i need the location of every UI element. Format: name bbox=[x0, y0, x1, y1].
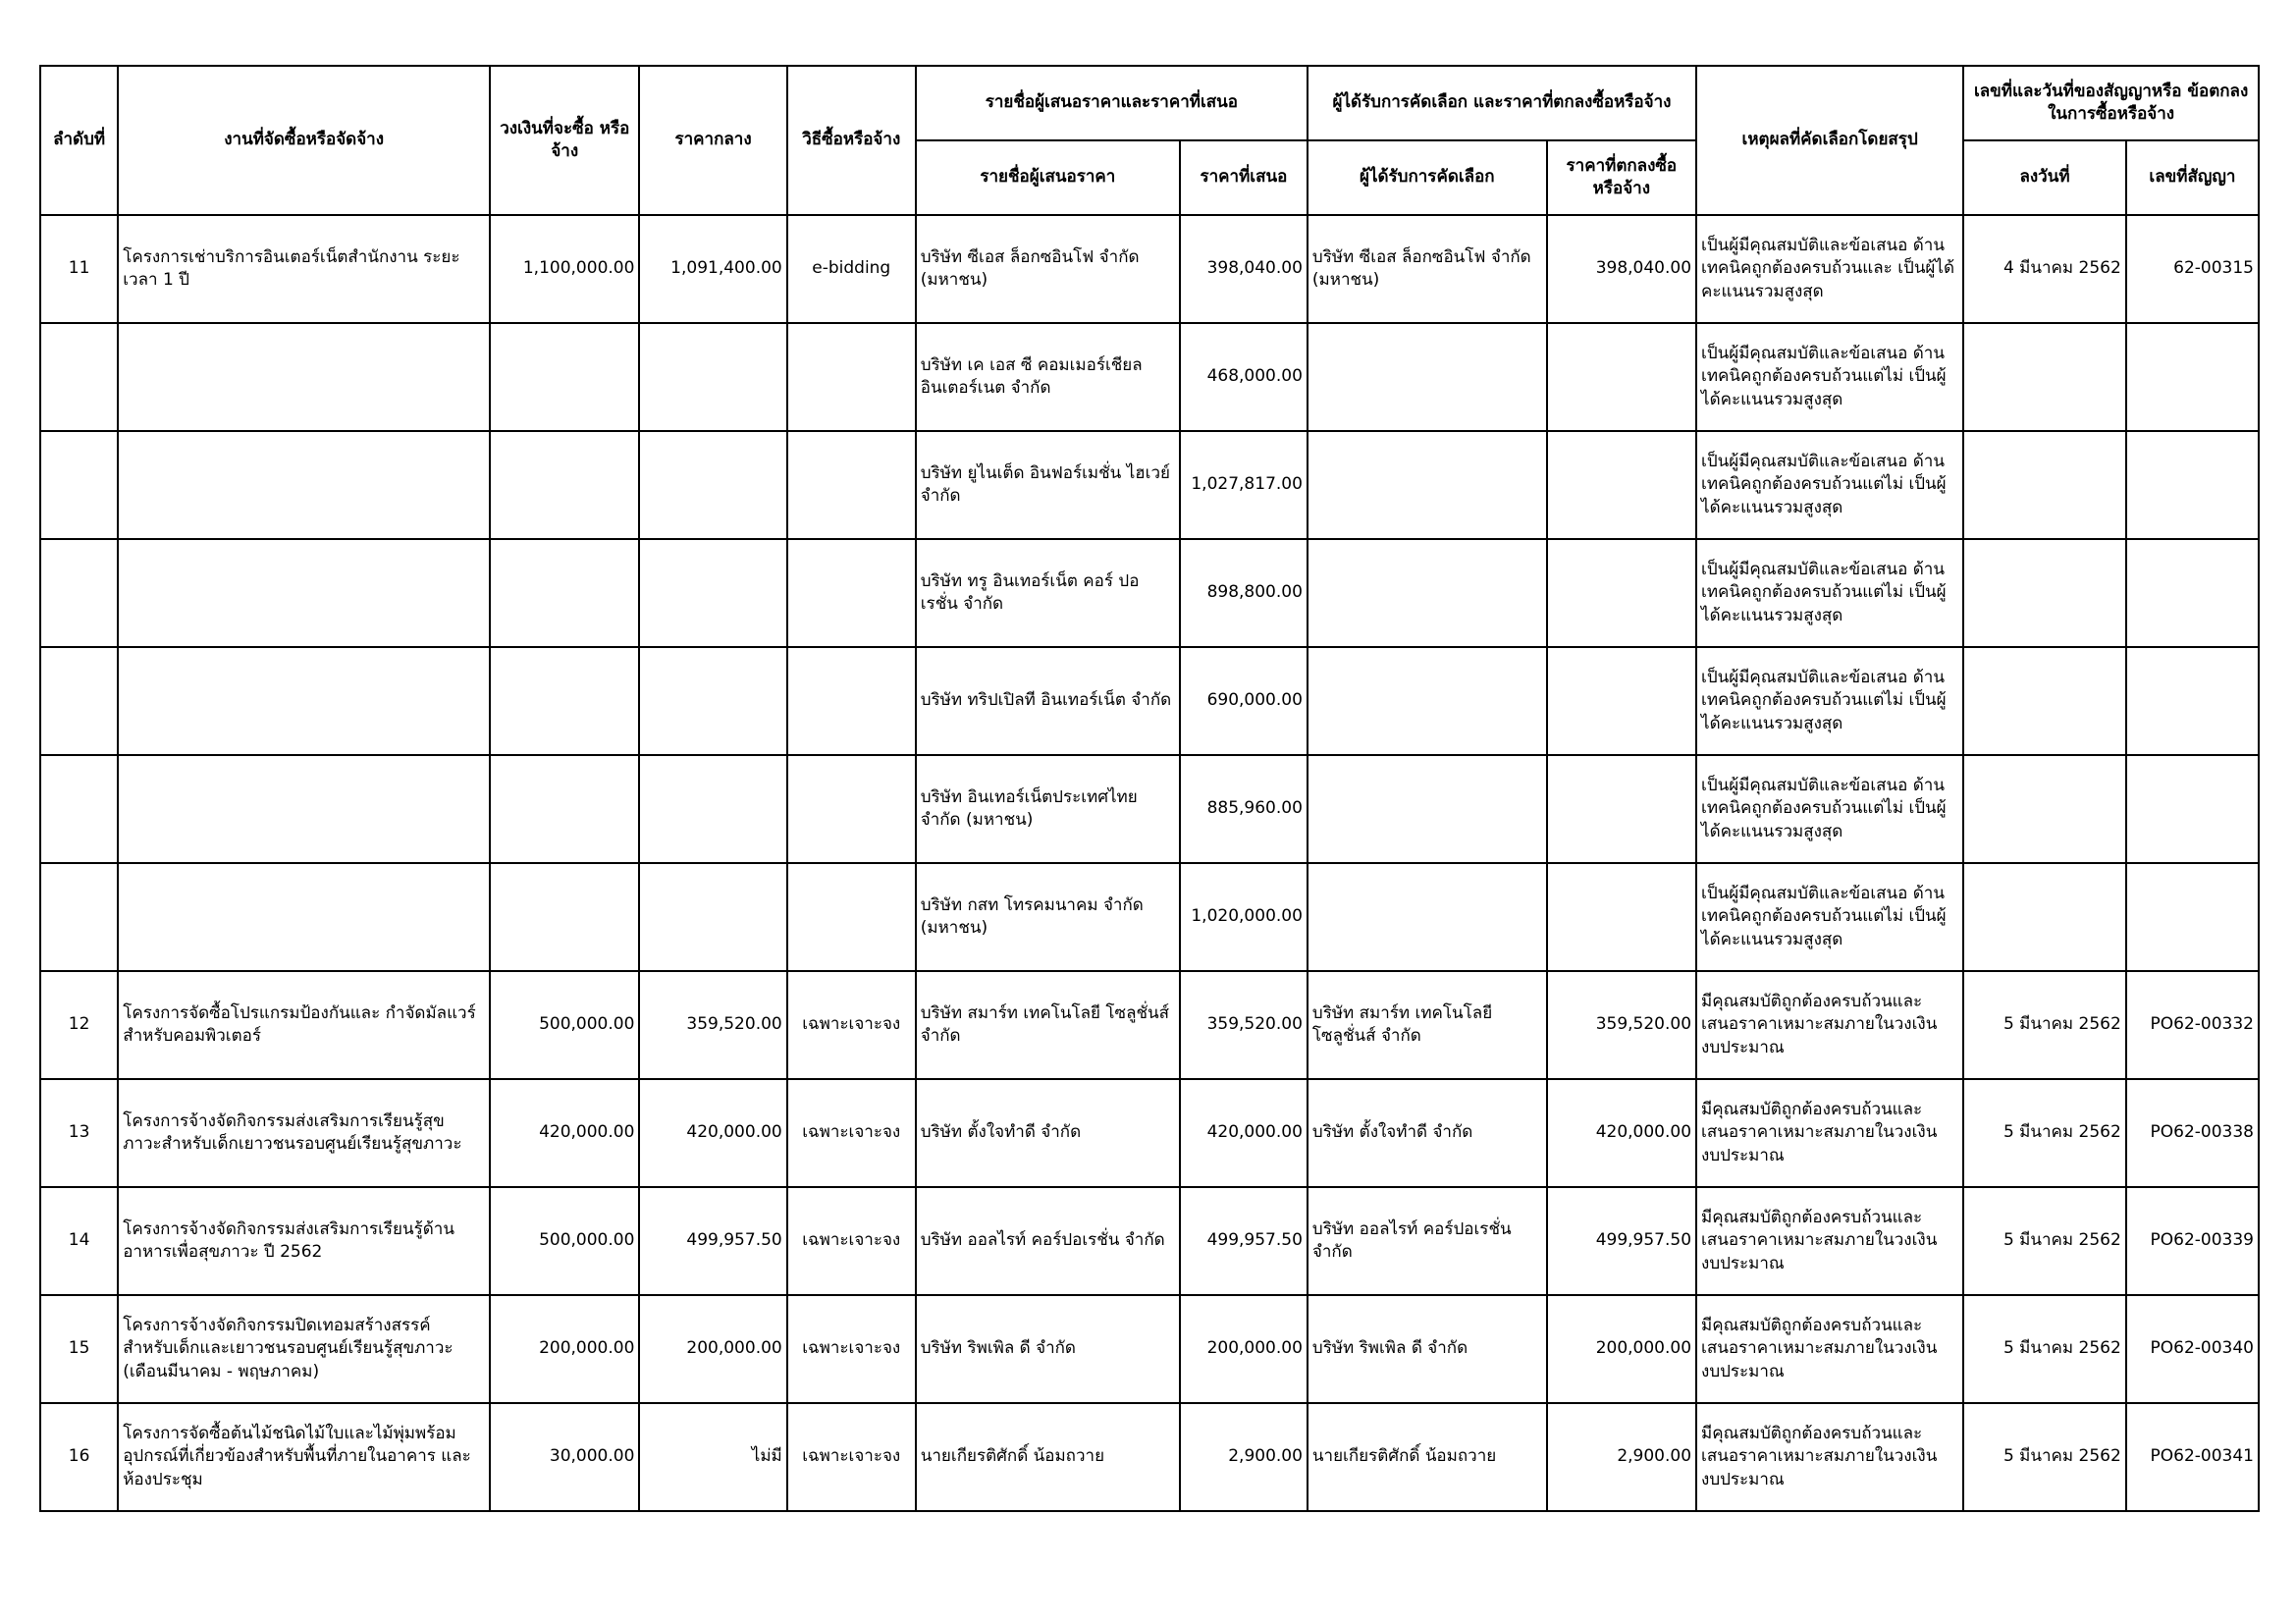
cell-budget: 200,000.00 bbox=[490, 1295, 639, 1403]
cell-contract-date bbox=[1963, 539, 2126, 647]
header-contract-no: เลขที่สัญญา bbox=[2126, 140, 2259, 215]
cell-no: 11 bbox=[40, 215, 118, 323]
cell-budget: 1,100,000.00 bbox=[490, 215, 639, 323]
cell-agreed-price bbox=[1547, 431, 1696, 539]
cell-work bbox=[118, 431, 490, 539]
cell-work: โครงการจ้างจัดกิจกรรมปิดเทอมสร้างสรรค์ สำหรับเด็กและเยาวชนรอบศูนย์เรียนรู้สุขภาวะ (เดือนมีนาคม - พฤษภาคม) bbox=[118, 1295, 490, 1403]
cell-contract-date bbox=[1963, 647, 2126, 755]
cell-bid-price: 398,040.00 bbox=[1180, 215, 1308, 323]
cell-selected-name bbox=[1308, 863, 1547, 971]
cell-median-price bbox=[639, 863, 786, 971]
cell-work bbox=[118, 863, 490, 971]
cell-method bbox=[787, 539, 916, 647]
cell-contract-date bbox=[1963, 323, 2126, 431]
cell-selected-name bbox=[1308, 647, 1547, 755]
cell-selected-name bbox=[1308, 323, 1547, 431]
cell-bid-price: 1,027,817.00 bbox=[1180, 431, 1308, 539]
cell-contract-date bbox=[1963, 431, 2126, 539]
cell-method: e-bidding bbox=[787, 215, 916, 323]
cell-reason: เป็นผู้มีคุณสมบัติและข้อเสนอ ด้านเทคนิคถูกต้องครบถ้วนแต่ไม่ เป็นผู้ได้คะแนนรวมสูงสุด bbox=[1696, 323, 1963, 431]
cell-reason: เป็นผู้มีคุณสมบัติและข้อเสนอ ด้านเทคนิคถูกต้องครบถ้วนแต่ไม่ เป็นผู้ได้คะแนนรวมสูงสุด bbox=[1696, 647, 1963, 755]
cell-agreed-price: 420,000.00 bbox=[1547, 1079, 1696, 1187]
cell-budget bbox=[490, 431, 639, 539]
table-row bbox=[40, 1079, 2259, 1187]
cell-work: โครงการจ้างจัดกิจกรรมส่งเสริมการเรียนรู้สุข ภาวะสำหรับเด็กเยาวชนรอบศูนย์เรียนรู้สุขภาวะ bbox=[118, 1079, 490, 1187]
header-row-top bbox=[40, 66, 2259, 140]
cell-contract-no: PO62-00339 bbox=[2126, 1187, 2259, 1295]
cell-bid-price: 200,000.00 bbox=[1180, 1295, 1308, 1403]
cell-no bbox=[40, 647, 118, 755]
cell-bidder-name: บริษัท ริพเพิล ดี จำกัด bbox=[916, 1295, 1180, 1403]
cell-contract-date: 5 มีนาคม 2562 bbox=[1963, 1403, 2126, 1511]
header-reason: เหตุผลที่คัดเลือกโดยสรุป bbox=[1696, 66, 1963, 215]
cell-contract-no: PO62-00332 bbox=[2126, 971, 2259, 1079]
cell-budget bbox=[490, 863, 639, 971]
cell-bid-price: 898,800.00 bbox=[1180, 539, 1308, 647]
table-row bbox=[40, 1403, 2259, 1511]
cell-bidder-name: บริษัท ทริปเปิลที อินเทอร์เน็ต จำกัด bbox=[916, 647, 1180, 755]
cell-selected-name: บริษัท ออลไรท์ คอร์ปอเรชั่น จำกัด bbox=[1308, 1187, 1547, 1295]
table-row bbox=[40, 647, 2259, 755]
cell-budget: 500,000.00 bbox=[490, 971, 639, 1079]
header-bid-price: ราคาที่เสนอ bbox=[1180, 140, 1308, 215]
cell-bid-price: 885,960.00 bbox=[1180, 755, 1308, 863]
cell-bidder-name: บริษัท อินเทอร์เน็ตประเทศไทย จำกัด (มหาชน) bbox=[916, 755, 1180, 863]
procurement-table bbox=[39, 65, 2260, 1512]
cell-no: 14 bbox=[40, 1187, 118, 1295]
cell-contract-date: 5 มีนาคม 2562 bbox=[1963, 1187, 2126, 1295]
header-budget: วงเงินที่จะซื้อ หรือจ้าง bbox=[490, 66, 639, 215]
cell-no: 15 bbox=[40, 1295, 118, 1403]
table-row bbox=[40, 863, 2259, 971]
cell-bid-price: 420,000.00 bbox=[1180, 1079, 1308, 1187]
cell-median-price: 200,000.00 bbox=[639, 1295, 786, 1403]
cell-median-price bbox=[639, 323, 786, 431]
table-row bbox=[40, 323, 2259, 431]
cell-contract-no: PO62-00338 bbox=[2126, 1079, 2259, 1187]
cell-method bbox=[787, 323, 916, 431]
cell-contract-date: 5 มีนาคม 2562 bbox=[1963, 1079, 2126, 1187]
cell-contract-no: PO62-00340 bbox=[2126, 1295, 2259, 1403]
cell-reason: เป็นผู้มีคุณสมบัติและข้อเสนอ ด้านเทคนิคถูกต้องครบถ้วนแต่ไม่ เป็นผู้ได้คะแนนรวมสูงสุด bbox=[1696, 863, 1963, 971]
cell-work: โครงการจัดซื้อโปรแกรมป้องกันและ กำจัดมัลแวร์สำหรับคอมพิวเตอร์ bbox=[118, 971, 490, 1079]
cell-agreed-price: 359,520.00 bbox=[1547, 971, 1696, 1079]
cell-reason: มีคุณสมบัติถูกต้องครบถ้วนและ เสนอราคาเหมาะสมภายในวงเงิน งบประมาณ bbox=[1696, 1187, 1963, 1295]
cell-selected-name: บริษัท ตั้งใจทำดี จำกัด bbox=[1308, 1079, 1547, 1187]
cell-no bbox=[40, 539, 118, 647]
cell-budget bbox=[490, 323, 639, 431]
cell-work bbox=[118, 539, 490, 647]
cell-contract-no bbox=[2126, 647, 2259, 755]
cell-median-price: ไม่มี bbox=[639, 1403, 786, 1511]
cell-bidder-name: บริษัท ซีเอส ล็อกซอินโฟ จำกัด (มหาชน) bbox=[916, 215, 1180, 323]
cell-budget bbox=[490, 539, 639, 647]
table-row bbox=[40, 431, 2259, 539]
cell-method bbox=[787, 431, 916, 539]
cell-work bbox=[118, 647, 490, 755]
cell-no bbox=[40, 863, 118, 971]
cell-method: เฉพาะเจาะจง bbox=[787, 971, 916, 1079]
header-contract-date: ลงวันที่ bbox=[1963, 140, 2126, 215]
cell-agreed-price: 2,900.00 bbox=[1547, 1403, 1696, 1511]
cell-contract-no bbox=[2126, 539, 2259, 647]
cell-bid-price: 499,957.50 bbox=[1180, 1187, 1308, 1295]
cell-no: 16 bbox=[40, 1403, 118, 1511]
cell-bid-price: 690,000.00 bbox=[1180, 647, 1308, 755]
cell-budget: 420,000.00 bbox=[490, 1079, 639, 1187]
cell-median-price bbox=[639, 431, 786, 539]
table-row bbox=[40, 1295, 2259, 1403]
cell-selected-name bbox=[1308, 755, 1547, 863]
cell-bidder-name: บริษัท ตั้งใจทำดี จำกัด bbox=[916, 1079, 1180, 1187]
cell-selected-name: นายเกียรติศักดิ์ น้อมถวาย bbox=[1308, 1403, 1547, 1511]
cell-work: โครงการจัดซื้อต้นไม้ชนิดไม้ใบและไม้พุ่มพร้อม อุปกรณ์ที่เกี่ยวข้องสำหรับพื้นที่ภายในอาคาร และห้องประชุม bbox=[118, 1403, 490, 1511]
cell-contract-no bbox=[2126, 323, 2259, 431]
table-row bbox=[40, 755, 2259, 863]
cell-contract-no bbox=[2126, 755, 2259, 863]
header-work: งานที่จัดซื้อหรือจัดจ้าง bbox=[118, 66, 490, 215]
cell-bid-price: 468,000.00 bbox=[1180, 323, 1308, 431]
cell-no: 12 bbox=[40, 971, 118, 1079]
cell-method bbox=[787, 755, 916, 863]
table-row bbox=[40, 971, 2259, 1079]
cell-median-price: 359,520.00 bbox=[639, 971, 786, 1079]
header-bidders-group: รายชื่อผู้เสนอราคาและราคาที่เสนอ bbox=[916, 66, 1308, 140]
cell-agreed-price bbox=[1547, 539, 1696, 647]
cell-method: เฉพาะเจาะจง bbox=[787, 1295, 916, 1403]
header-method: วิธีซื้อหรือจ้าง bbox=[787, 66, 916, 215]
cell-method: เฉพาะเจาะจง bbox=[787, 1187, 916, 1295]
cell-agreed-price: 200,000.00 bbox=[1547, 1295, 1696, 1403]
cell-no bbox=[40, 431, 118, 539]
cell-agreed-price bbox=[1547, 755, 1696, 863]
cell-budget bbox=[490, 647, 639, 755]
cell-bidder-name: บริษัท สมาร์ท เทคโนโลยี โซลูชั่นส์ จำกัด bbox=[916, 971, 1180, 1079]
cell-budget: 500,000.00 bbox=[490, 1187, 639, 1295]
cell-bidder-name: บริษัท ยูไนเต็ด อินฟอร์เมชั่น ไฮเวย์ จำกัด bbox=[916, 431, 1180, 539]
header-selected-name: ผู้ได้รับการคัดเลือก bbox=[1308, 140, 1547, 215]
table-row bbox=[40, 539, 2259, 647]
cell-median-price: 1,091,400.00 bbox=[639, 215, 786, 323]
cell-median-price: 499,957.50 bbox=[639, 1187, 786, 1295]
cell-contract-no: PO62-00341 bbox=[2126, 1403, 2259, 1511]
cell-method bbox=[787, 863, 916, 971]
cell-method: เฉพาะเจาะจง bbox=[787, 1403, 916, 1511]
cell-budget bbox=[490, 755, 639, 863]
cell-agreed-price: 398,040.00 bbox=[1547, 215, 1696, 323]
cell-budget: 30,000.00 bbox=[490, 1403, 639, 1511]
cell-bidder-name: บริษัท เค เอส ซี คอมเมอร์เชียล อินเตอร์เนต จำกัด bbox=[916, 323, 1180, 431]
cell-bidder-name: นายเกียรติศักดิ์ น้อมถวาย bbox=[916, 1403, 1180, 1511]
cell-bidder-name: บริษัท ทรู อินเทอร์เน็ต คอร์ ปอเรชั่น จำกัด bbox=[916, 539, 1180, 647]
cell-work: โครงการเช่าบริการอินเตอร์เน็ตสำนักงาน ระยะเวลา 1 ปี bbox=[118, 215, 490, 323]
cell-contract-date: 4 มีนาคม 2562 bbox=[1963, 215, 2126, 323]
cell-bid-price: 1,020,000.00 bbox=[1180, 863, 1308, 971]
cell-reason: เป็นผู้มีคุณสมบัติและข้อเสนอ ด้านเทคนิคถูกต้องครบถ้วนและ เป็นผู้ได้คะแนนรวมสูงสุด bbox=[1696, 215, 1963, 323]
cell-bidder-name: บริษัท ออลไรท์ คอร์ปอเรชั่น จำกัด bbox=[916, 1187, 1180, 1295]
cell-selected-name: บริษัท ซีเอส ล็อกซอินโฟ จำกัด (มหาชน) bbox=[1308, 215, 1547, 323]
cell-bid-price: 2,900.00 bbox=[1180, 1403, 1308, 1511]
table-body bbox=[40, 215, 2259, 1511]
cell-reason: เป็นผู้มีคุณสมบัติและข้อเสนอ ด้านเทคนิคถูกต้องครบถ้วนแต่ไม่ เป็นผู้ได้คะแนนรวมสูงสุด bbox=[1696, 755, 1963, 863]
cell-median-price bbox=[639, 755, 786, 863]
cell-method: เฉพาะเจาะจง bbox=[787, 1079, 916, 1187]
header-no: ลำดับที่ bbox=[40, 66, 118, 215]
cell-contract-no: 62-00315 bbox=[2126, 215, 2259, 323]
cell-contract-date: 5 มีนาคม 2562 bbox=[1963, 971, 2126, 1079]
cell-reason: มีคุณสมบัติถูกต้องครบถ้วนและ เสนอราคาเหมาะสมภายในวงเงิน งบประมาณ bbox=[1696, 1295, 1963, 1403]
cell-agreed-price bbox=[1547, 863, 1696, 971]
cell-no: 13 bbox=[40, 1079, 118, 1187]
cell-selected-name: บริษัท ริพเพิล ดี จำกัด bbox=[1308, 1295, 1547, 1403]
cell-selected-name: บริษัท สมาร์ท เทคโนโลยี โซลูชั่นส์ จำกัด bbox=[1308, 971, 1547, 1079]
header-contract-group: เลขที่และวันที่ของสัญญาหรือ ข้อตกลงในการซื้อหรือจ้าง bbox=[1963, 66, 2259, 140]
cell-reason: เป็นผู้มีคุณสมบัติและข้อเสนอ ด้านเทคนิคถูกต้องครบถ้วนแต่ไม่ เป็นผู้ได้คะแนนรวมสูงสุด bbox=[1696, 431, 1963, 539]
header-bidder-name: รายชื่อผู้เสนอราคา bbox=[916, 140, 1180, 215]
cell-agreed-price: 499,957.50 bbox=[1547, 1187, 1696, 1295]
header-agreed-price: ราคาที่ตกลงซื้อ หรือจ้าง bbox=[1547, 140, 1696, 215]
cell-bid-price: 359,520.00 bbox=[1180, 971, 1308, 1079]
cell-reason: มีคุณสมบัติถูกต้องครบถ้วนและ เสนอราคาเหมาะสมภายในวงเงิน งบประมาณ bbox=[1696, 1079, 1963, 1187]
cell-selected-name bbox=[1308, 539, 1547, 647]
cell-contract-date bbox=[1963, 863, 2126, 971]
cell-work: โครงการจ้างจัดกิจกรรมส่งเสริมการเรียนรู้ด้าน อาหารเพื่อสุขภาวะ ปี 2562 bbox=[118, 1187, 490, 1295]
cell-contract-no bbox=[2126, 431, 2259, 539]
cell-selected-name bbox=[1308, 431, 1547, 539]
cell-contract-date: 5 มีนาคม 2562 bbox=[1963, 1295, 2126, 1403]
table-row bbox=[40, 215, 2259, 323]
cell-reason: เป็นผู้มีคุณสมบัติและข้อเสนอ ด้านเทคนิคถูกต้องครบถ้วนแต่ไม่ เป็นผู้ได้คะแนนรวมสูงสุด bbox=[1696, 539, 1963, 647]
cell-contract-no bbox=[2126, 863, 2259, 971]
table-row bbox=[40, 1187, 2259, 1295]
cell-median-price: 420,000.00 bbox=[639, 1079, 786, 1187]
cell-no bbox=[40, 323, 118, 431]
header-median-price: ราคากลาง bbox=[639, 66, 786, 215]
cell-contract-date bbox=[1963, 755, 2126, 863]
cell-work bbox=[118, 755, 490, 863]
cell-no bbox=[40, 755, 118, 863]
cell-reason: มีคุณสมบัติถูกต้องครบถ้วนและ เสนอราคาเหมาะสมภายในวงเงิน งบประมาณ bbox=[1696, 1403, 1963, 1511]
cell-reason: มีคุณสมบัติถูกต้องครบถ้วนและ เสนอราคาเหมาะสมภายในวงเงิน งบประมาณ bbox=[1696, 971, 1963, 1079]
cell-agreed-price bbox=[1547, 323, 1696, 431]
cell-agreed-price bbox=[1547, 647, 1696, 755]
cell-bidder-name: บริษัท กสท โทรคมนาคม จำกัด (มหาชน) bbox=[916, 863, 1180, 971]
header-selected-group: ผู้ได้รับการคัดเลือก และราคาที่ตกลงซื้อหรือจ้าง bbox=[1308, 66, 1696, 140]
cell-median-price bbox=[639, 539, 786, 647]
cell-work bbox=[118, 323, 490, 431]
cell-median-price bbox=[639, 647, 786, 755]
cell-method bbox=[787, 647, 916, 755]
